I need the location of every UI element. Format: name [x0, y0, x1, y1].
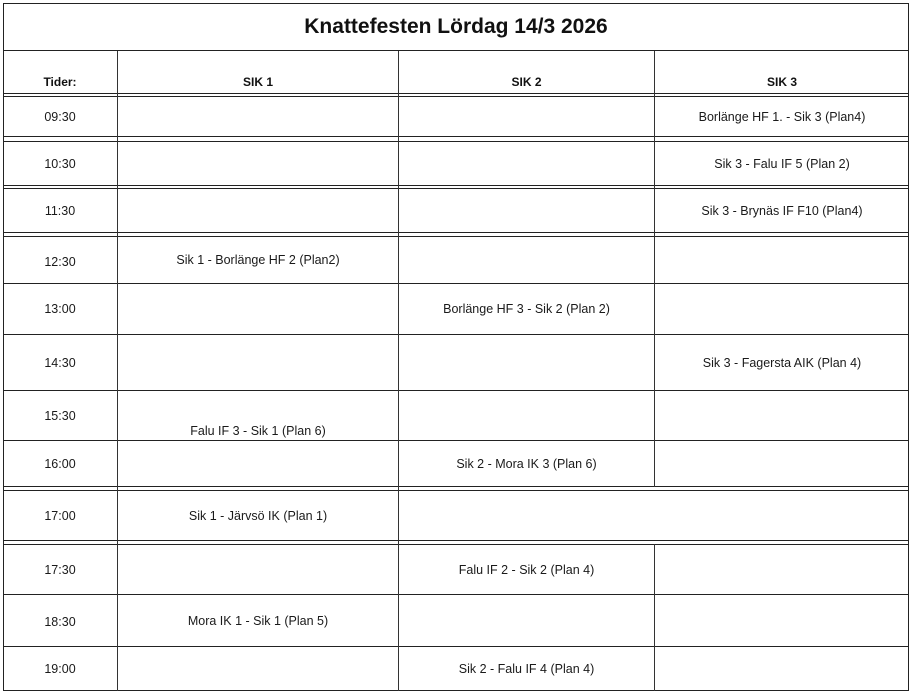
time-cell: 17:30 [44, 563, 76, 577]
time-cell: 19:00 [44, 662, 76, 676]
match-cell-sik2: Sik 2 - Falu IF 4 (Plan 4) [458, 662, 595, 676]
row-divider [3, 185, 909, 186]
time-cell: 16:00 [44, 456, 76, 471]
time-cell: 13:00 [44, 302, 76, 316]
row-divider [3, 540, 909, 541]
time-cell: 14:30 [44, 356, 76, 370]
match-cell-sik2: Borlänge HF 3 - Sik 2 (Plan 2) [443, 302, 610, 316]
match-cell-sik1: Sik 1 - Järvsö IK (Plan 1) [188, 508, 328, 523]
header-divider [3, 93, 909, 94]
page-title: Knattefesten Lördag 14/3 2026 [304, 14, 608, 38]
time-cell: 10:30 [44, 156, 76, 171]
match-cell-sik1: Mora IK 1 - Sik 1 (Plan 5) [187, 613, 329, 628]
match-cell-sik1: Falu IF 3 - Sik 1 (Plan 6) [190, 424, 326, 438]
time-cell: 12:30 [44, 255, 76, 269]
match-cell-sik3: Sik 3 - Falu IF 5 (Plan 2) [714, 156, 850, 171]
header-sik3: SIK 3 [766, 75, 797, 89]
header-sik1: SIK 1 [242, 75, 273, 89]
row-divider [3, 390, 909, 391]
row-divider [3, 486, 909, 487]
match-cell-sik1: Sik 1 - Borlänge HF 2 (Plan2) [176, 253, 340, 267]
match-cell-sik2: Sik 2 - Mora IK 3 (Plan 6) [456, 456, 597, 471]
column-divider-sik1 [398, 51, 399, 691]
row-divider [3, 136, 909, 137]
time-cell: 15:30 [44, 408, 76, 423]
time-cell: 17:00 [44, 509, 76, 523]
header-sik2: SIK 2 [511, 75, 542, 89]
time-cell: 09:30 [44, 109, 76, 124]
column-divider-sik2-lower [654, 544, 655, 691]
time-cell: 18:30 [44, 615, 76, 629]
match-cell-sik3: Sik 3 - Brynäs IF F10 (Plan4) [701, 203, 863, 218]
match-cell-sik3: Borlänge HF 1. - Sik 3 (Plan4) [698, 109, 866, 124]
time-cell: 11:30 [44, 203, 76, 218]
header-time: Tider: [43, 75, 77, 89]
row-divider [3, 232, 909, 233]
match-cell-sik2: Falu IF 2 - Sik 2 (Plan 4) [458, 562, 595, 577]
match-cell-sik3: Sik 3 - Fagersta AIK (Plan 4) [702, 355, 862, 370]
